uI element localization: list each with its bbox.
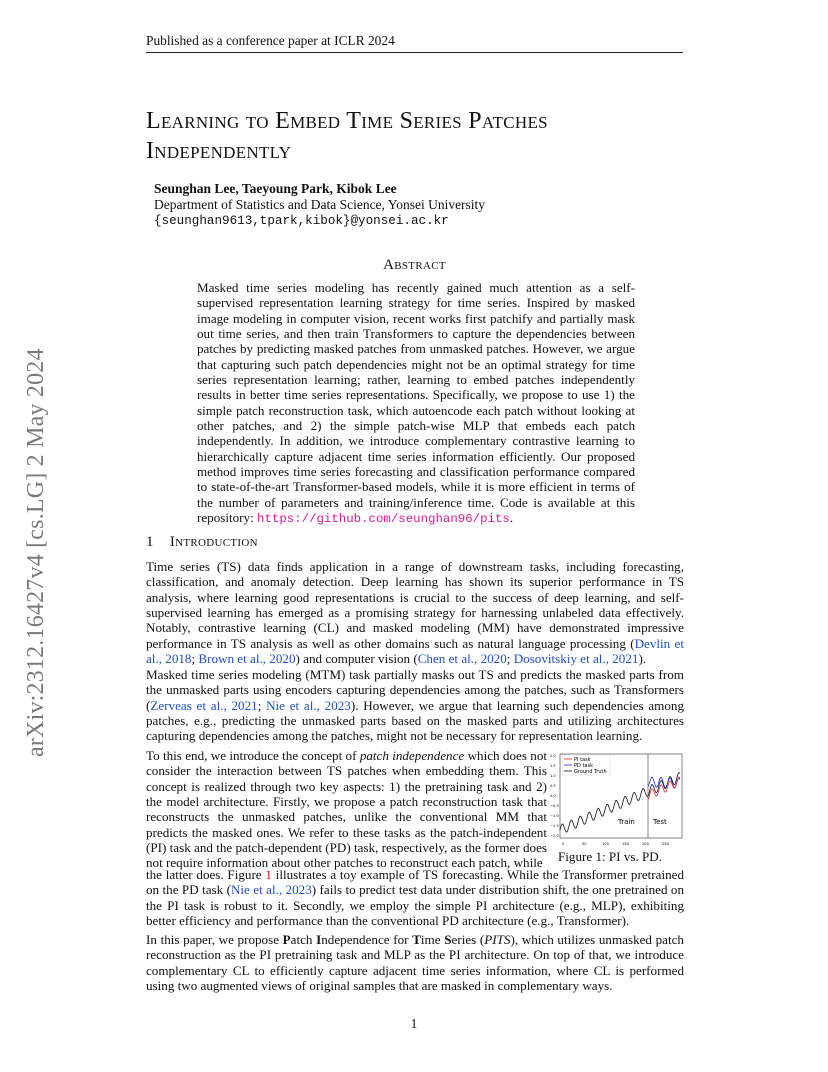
y-tick-label: −1.5 [550, 824, 559, 828]
p2-text-2: ). However, we argue that learning such dependencies among patches, e.g., predicting the unmasked parts based on the masked parts and utilizing architectures capturing dependencies among the patches, might not be necessary for representation learning. [146, 697, 684, 744]
abstract-period: . [509, 510, 514, 526]
abstract-text: Masked time series modeling has recently gained much attention as a self-supervised representation learning strategy for time series. Inspired by masked image modeling in computer vision, recent works first patchify and partially mask out time series, and then train Transformers to capture the dependencies between patches by predicting masked patches from unmasked patches. However, we argue that capturing such patch dependencies might not be an optimal strategy for time series representation learning; rather, learning to embed patches independently results in better time series representations. Specifically, we propose to use 1) the simple patch reconstruction task, which autoencode each patch without looking at other patches, and 2) the simple patch-wise MLP that embeds each patch independently. In addition, we introduce complementary contrastive learning to hierarchically capture adjacent time series information efficiently. Our proposed method improves time series forecasting and classification performance compared to state-of-the-art Transformer-based models, while it is more efficient in terms of the number of parameters and training/inference time. Code is available at this repository: [197, 280, 635, 526]
section-title: Introduction [169, 534, 258, 550]
p5-t2: ndependence for [321, 932, 413, 947]
y-tick-label: 1.5 [550, 764, 556, 768]
author-list: Seunghan Lee, Taeyoung Park, Kibok Lee [154, 181, 397, 196]
p1-sep: ; [191, 651, 199, 667]
citation-brown[interactable]: Brown et al., 2020 [198, 651, 296, 667]
page-number: 1 [410, 1016, 418, 1031]
acronym-t: T [412, 932, 421, 947]
author-emails [154, 211, 449, 230]
patch-independence-term: patch independence [359, 748, 465, 763]
p4-text-3: ) fails to predict test data under distribution shift, the one pretrained on the PI task is robust to it. Secondly, we employ the simple PI architecture (e.g., MLP), exhibiting better efficiency and performance than the conventional PD architecture (e.g., Transformer). [146, 882, 685, 929]
running-header: Published as a conference paper at ICLR 2024 [146, 33, 683, 53]
section-heading-introduction [146, 534, 258, 551]
p5-text-2: ), which utilizes unmasked patch reconstruction as the PI pretraining task and MLP as the PI architecture. On top of that, we introduce complementary CL to efficiently capture adjacent time series information, where CL is performed using two augmented views of original samples that are masked in complementary ways. [146, 932, 684, 994]
arxiv-stamp-text: arXiv:2312.16427v4 [cs.LG] 2 May 2024 [23, 348, 49, 757]
x-tick-label: 100 [602, 842, 609, 846]
y-tick-label: 0.5 [550, 784, 556, 788]
figure-1-plot [550, 752, 685, 849]
abstract-heading: Abstract [383, 257, 446, 273]
p5-t3: ime [420, 932, 445, 947]
pits-name: PITS [484, 932, 511, 947]
citation-dosovitskiy[interactable]: Dosovitskiy et al., 2021 [513, 651, 639, 667]
x-tick-label: 0 [562, 842, 565, 846]
acronym-i: I [316, 932, 322, 947]
citation-chen[interactable]: Chen et al., 2020 [417, 651, 507, 667]
p1-end: ). [638, 651, 647, 667]
section-number: 1 [146, 534, 154, 550]
intro-paragraph-2 [146, 667, 684, 744]
paper-title [146, 106, 686, 166]
x-tick-label: 50 [582, 842, 587, 846]
y-tick-label: −0.5 [550, 804, 559, 808]
figure-1-reference[interactable]: 1 [265, 867, 272, 882]
citation-nie-2[interactable]: Nie et al., 2023 [230, 882, 312, 898]
intro-paragraph-3 [146, 748, 547, 871]
p5-t4: eries ( [451, 932, 485, 947]
legend-pi: PI task [574, 757, 591, 763]
x-tick-label: 200 [642, 842, 649, 846]
acronym-s: S [444, 932, 452, 947]
intro-paragraph-4 [146, 867, 684, 928]
p5-text: In this paper, we propose [146, 932, 283, 947]
p2-text: Masked time series modeling (MTM) task partially masks out TS and predicts the masked parts from the unmasked parts using encoders capturing dependencies among the patches, such as Transformers ( [146, 667, 684, 713]
figure-1-svg [550, 752, 685, 849]
p4-text: the latter does. Figure [146, 867, 266, 882]
y-tick-labels [550, 754, 559, 838]
figure-1-caption: Figure 1: PI vs. PD. [558, 849, 663, 864]
legend-pd: PD task [574, 763, 593, 769]
p3-text: To this end, we introduce the concept of [146, 748, 360, 763]
acronym-p: P [282, 932, 291, 947]
test-region-label: Test [653, 818, 667, 826]
citation-nie[interactable]: Nie et al., 2023 [266, 697, 351, 713]
plot-legend [562, 755, 610, 775]
y-tick-label: 1.0 [550, 774, 556, 778]
p2-sep: ; [257, 697, 267, 713]
y-tick-label: 2.0 [550, 754, 556, 758]
title-line-2: Independently [146, 138, 292, 164]
x-tick-labels [562, 842, 670, 846]
train-region-label: Train [618, 818, 635, 826]
y-tick-label: 0.0 [550, 794, 556, 798]
p3-text-2: which does not consider the interaction between TS patches when embedding them. This concept is realized through two key aspects: 1) the pretraining task and 2) the model architecture. Firstly, we propose a patch reconstruction task that reconstructs the unmasked patches, unlike the conventional MM that predicts the masked ones. We refer to these tasks as the patch-independent (PI) task and the patch-dependent (PD) task, respectively, as the former does not require information about other patches to reconstruct each patch, while [146, 748, 547, 871]
y-tick-label: −1.0 [550, 814, 559, 818]
legend-gt: Ground Truth [574, 769, 607, 775]
abstract-body [197, 280, 635, 528]
arxiv-side-stamp [23, 285, 53, 757]
p1-sep-2: ; [506, 651, 514, 667]
p1-text-2: ) and computer vision ( [295, 651, 418, 667]
y-tick-label: −2.0 [550, 834, 559, 838]
x-tick-label: 250 [662, 842, 669, 846]
citation-zerveas[interactable]: Zerveas et al., 2021 [150, 697, 258, 713]
p1-text: Time series (TS) data finds application in a range of downstream tasks, including forecasting, classification, and anomaly detection. Deep learning has shown its superior performance in TS analysis, where learning good representations is crucial to the success of deep learning, and self-supervised learning has emerged as a promising strategy for harnessing unlabeled data effectively. Notably, contrastive learning (CL) and masked modeling (MM) have demonstrated impressive performance in TS analysis as well as other domains such as natural language processing ( [146, 559, 684, 651]
citation-devlin[interactable]: Devlin et al., 2018 [146, 635, 684, 667]
affiliation: Department of Statistics and Data Science, Yonsei University [154, 197, 486, 212]
email-list: {seunghan9613,tpark,kibok}@yonsei.ac.kr [154, 214, 449, 228]
repository-link[interactable]: https://github.com/seunghan96/pits [257, 512, 510, 527]
title-line-1: Learning to Embed Time Series Patches [146, 108, 548, 134]
x-tick-label: 150 [622, 842, 629, 846]
intro-paragraph-5 [146, 932, 684, 993]
p4-text-2: illustrates a toy example of TS forecasting. While the Transformer pretrained on the PD task ( [146, 867, 684, 898]
p5-t1: atch [290, 932, 317, 947]
intro-paragraph-1 [146, 559, 684, 666]
